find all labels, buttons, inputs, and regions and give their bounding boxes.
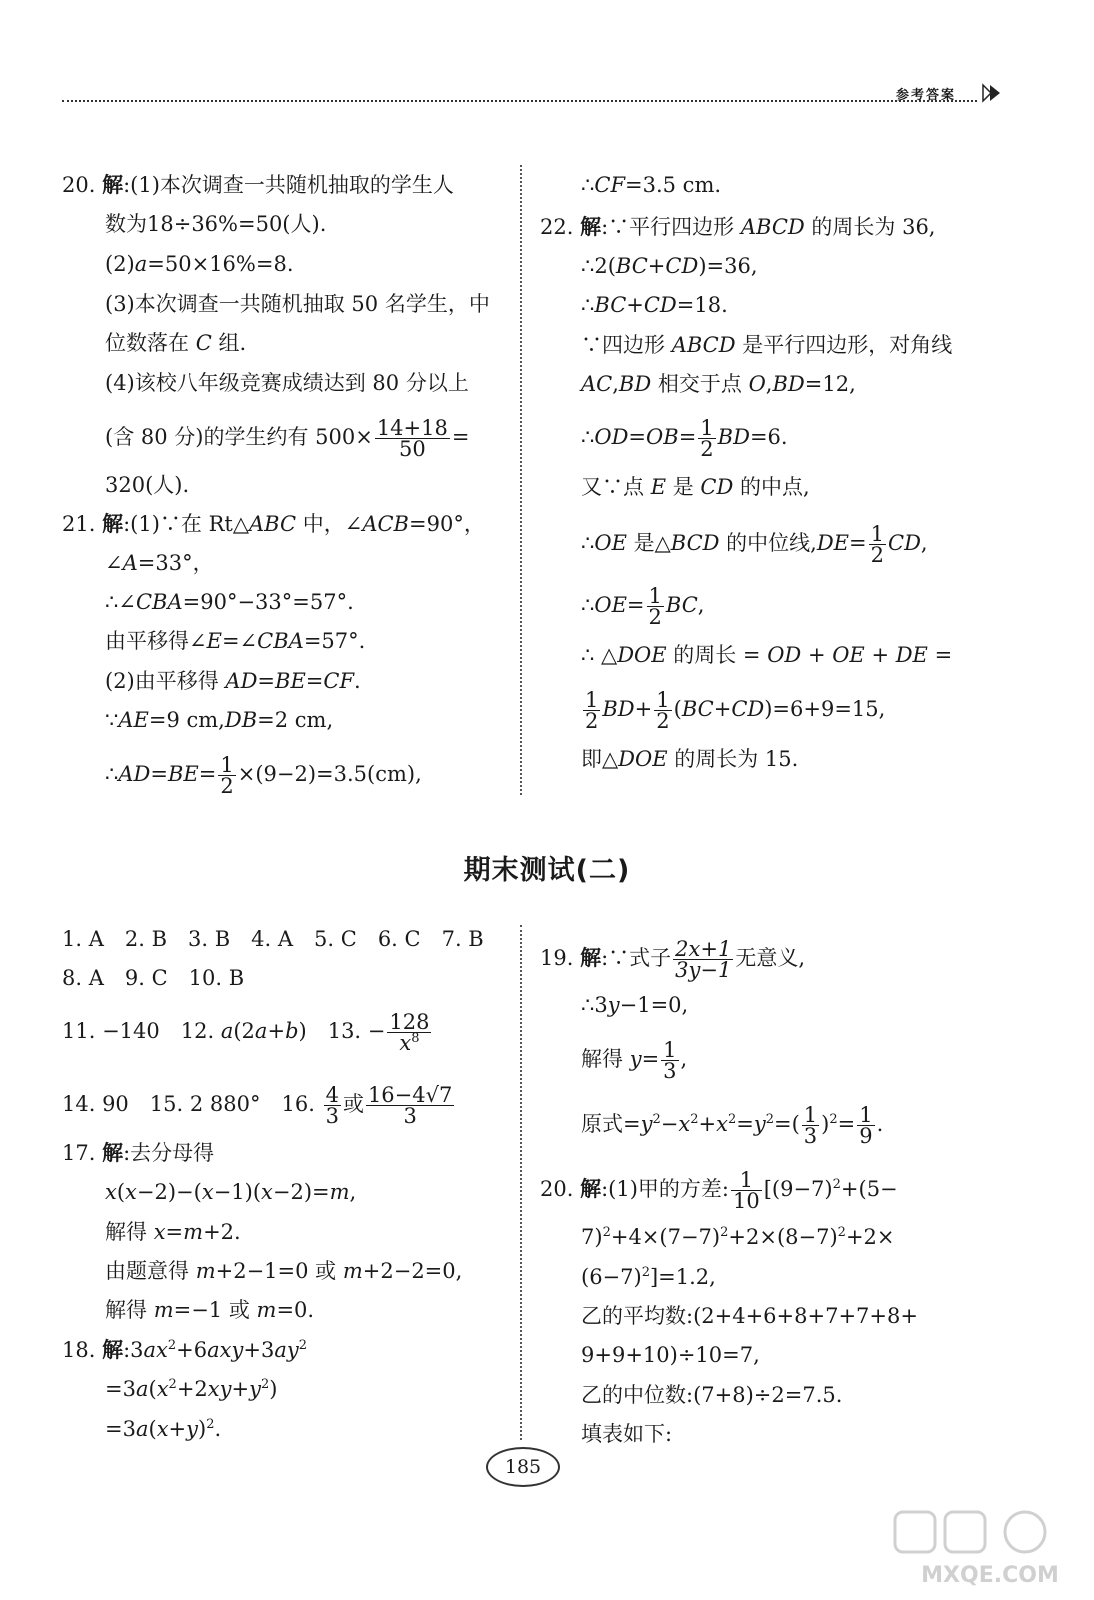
answer-line: (2)由平移得 AD=BE=CF.: [105, 669, 361, 693]
answer-line: 由题意得 m+2−1=0 或 m+2−2=0,: [105, 1259, 463, 1283]
answer-line: ∴OE= $\frac{1}{2}$ BC,: [581, 584, 705, 629]
answer-line: ∴OE 是△BCD 的中位线,DE= $\frac{1}{2}$ CD,: [581, 522, 928, 567]
answer-line: ∴OD=OB= $\frac{1}{2}$ BD=6.: [581, 416, 788, 461]
answer-line: ∵四边形 ABCD 是平行四边形，对角线: [581, 333, 953, 357]
answer-line: 填表如下:: [581, 1422, 673, 1446]
answer-line: 320(人).: [105, 473, 190, 497]
answer-line: $\frac{1}{2}$ BD+ $\frac{1}{2}$ (BC+CD)=6+9=15,: [585, 688, 886, 733]
answer-line: 即△DOE 的周长为 15.: [581, 747, 799, 771]
answer-line: 11. −140 12. a(2a+b) 13. − $\frac{128}{x^8}$: [62, 1010, 430, 1055]
answer-line: 22. 解:∵平行四边形 ABCD 的周长为 36,: [540, 214, 936, 239]
answer-line: 20. 解:(1)本次调查一共随机抽取的学生人: [62, 172, 454, 197]
answer-line: 19. 解:∵式子 $\frac{2x+1}{3y-1}$ 无意义,: [540, 937, 806, 982]
answer-line: (4)该校八年级竞赛成绩达到 80 分以上: [105, 371, 469, 395]
answer-line: 乙的平均数:(2+4+6+8+7+7+8+: [581, 1304, 918, 1328]
header-rule: [62, 100, 977, 102]
answer-line: ∠A=33°，: [105, 551, 214, 575]
answer-line: ∴AD=BE= $\frac{1}{2}$ ×(9−2)=3.5(cm),: [105, 753, 422, 798]
answer-line: ∴ △DOE 的周长 = OD + OE + DE =: [581, 643, 953, 667]
answer-line: AC,BD 相交于点 O,BD=12,: [581, 372, 856, 396]
answer-line: ∴3y−1=0,: [581, 993, 689, 1017]
answer-line: 由平移得∠E=∠CBA=57°.: [105, 629, 366, 653]
answer-line: 20. 解:(1)甲的方差: $\frac{1}{10}$ [$(9-7)^2+(5-$: [540, 1168, 898, 1213]
answer-line: 17. 解:去分母得: [62, 1140, 215, 1165]
answer-line: ∴∠CBA=90°−33°=57°.: [105, 590, 354, 614]
answer-line: (含 80 分)的学生约有 500× $\frac{14+18}{50}$ =: [105, 416, 470, 461]
answer-line: 14. 90 15. 2 880° 16. $\frac{4}{3}$ 或 $\frac{16-4√7}{3}$: [62, 1083, 453, 1128]
answer-line: ∴2(BC+CD)=36,: [581, 254, 758, 278]
header-label: 参考答案: [896, 88, 957, 103]
column-divider-top: [520, 165, 522, 795]
answer-line: 原式$=y^2-x^2+x^2=y^2=$( $\frac{1}{3}$ )$^2$= $\frac{1}{9}$ .: [581, 1103, 884, 1148]
answer-line: ∴BC+CD=18.: [581, 293, 728, 317]
svg-text:MXQE.COM: MXQE.COM: [921, 1563, 1059, 1588]
answer-line: 位数落在 C 组.: [105, 331, 247, 355]
answer-line: 9+9+10)÷10=7,: [581, 1343, 760, 1367]
answer-line: 又∵点 E 是 CD 的中点,: [581, 475, 810, 499]
answer-line: 解得 x=m+2.: [105, 1220, 241, 1244]
column-divider-bottom: [520, 925, 522, 1440]
arrow-icon: [981, 82, 1003, 104]
answer-line: ∵AE=9 cm,DB=2 cm,: [105, 708, 334, 732]
answer-line: $7)^2+4\times(7-7)^2+2\times(8-7)^2+2\times$: [581, 1225, 895, 1249]
page-number: 185: [486, 1447, 560, 1487]
answer-line: 解得 y= $\frac{1}{3}$ ,: [581, 1038, 688, 1083]
answer-line: (2)a=50×16%=8.: [105, 252, 294, 276]
answer-line: 解得 m=−1 或 m=0.: [105, 1298, 315, 1322]
answer-line: x(x−2)−(x−1)(x−2)=m,: [105, 1180, 357, 1204]
answer-line: ∴CF=3.5 cm.: [581, 173, 722, 197]
answer-line: 21. 解:(1)∵在 Rt△ABC 中，∠ACB=90°，: [62, 511, 485, 536]
answer-line: (3)本次调查一共随机抽取 50 名学生，中: [105, 292, 490, 316]
answer-line: 数为18÷36%=50(人).: [105, 212, 327, 236]
answer-line: $(6-7)^2]=1.2$,: [581, 1265, 716, 1289]
watermark-logo: [890, 1510, 1090, 1590]
answer-line: 乙的中位数:(7+8)÷2=7.5.: [581, 1383, 843, 1407]
answer-line: 18. 解$:3ax^2+6axy+3ay^2$: [62, 1337, 308, 1362]
section-title: 期末测试(二): [463, 855, 631, 886]
answer-line: 1. A 2. B 3. B 4. A 5. C 6. C 7. B: [62, 927, 484, 951]
answer-line: 8. A 9. C 10. B: [62, 966, 245, 990]
answer-line: $=3a(x+y)^2$.: [105, 1417, 222, 1441]
answer-line: $=3a(x^2+2xy+y^2)$: [105, 1377, 278, 1401]
